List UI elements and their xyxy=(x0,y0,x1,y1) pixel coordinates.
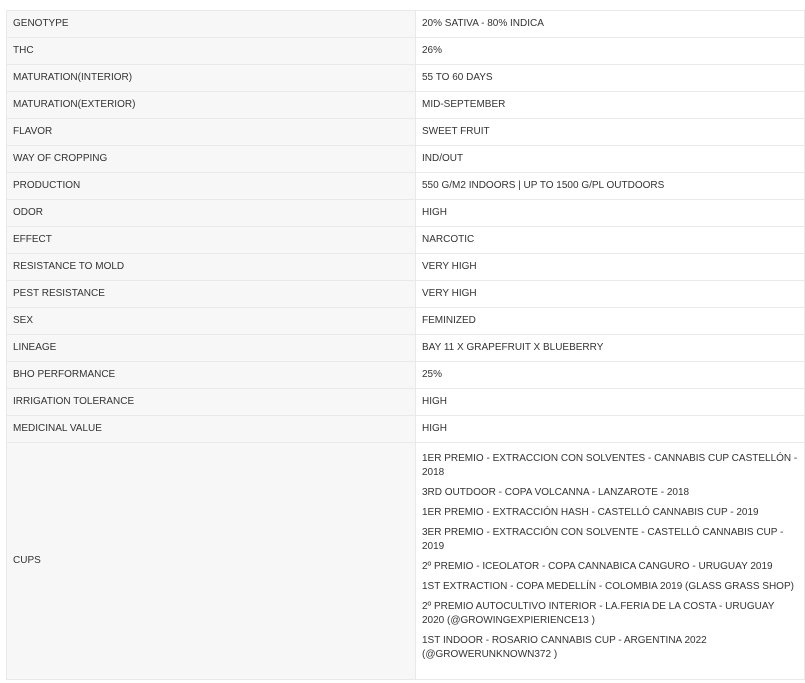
spec-value: SWEET FRUIT xyxy=(416,119,805,146)
spec-row-odor xyxy=(7,200,805,227)
cup-award: 1ER PREMIO - EXTRACCIÓN HASH - CASTELLÓ CANNABIS CUP - 2019 xyxy=(422,507,759,518)
spec-label: LINEAGE xyxy=(7,335,416,362)
spec-row-resistance-to-mold xyxy=(7,254,805,281)
spec-row-production xyxy=(7,173,805,200)
spec-label: CUPS xyxy=(7,443,416,680)
spec-row-sex xyxy=(7,308,805,335)
spec-row-bho-performance xyxy=(7,362,805,389)
spec-label: MEDICINAL VALUE xyxy=(7,416,416,443)
cup-award: 1ST EXTRACTION - COPA MEDELLÍN - COLOMBIA 2019 (GLASS GRASS SHOP) xyxy=(422,581,794,592)
spec-label: WAY OF CROPPING xyxy=(7,146,416,173)
spec-value: FEMINIZED xyxy=(416,308,805,335)
spec-row-thc xyxy=(7,38,805,65)
spec-row-medicinal-value xyxy=(7,416,805,443)
spec-value: HIGH xyxy=(416,200,805,227)
spec-label: THC xyxy=(7,38,416,65)
spec-label: BHO PERFORMANCE xyxy=(7,362,416,389)
cup-award: 2º PREMIO - ICEOLATOR - COPA CANNABICA CANGURO - URUGUAY 2019 xyxy=(422,561,773,572)
cup-award: 3ER PREMIO - EXTRACCIÓN CON SOLVENTE - CASTELLÓ CANNABIS CUP - 2019 xyxy=(422,527,784,552)
spec-value: HIGH xyxy=(416,389,805,416)
specifications-table xyxy=(6,10,805,680)
spec-value: 20% SATIVA - 80% INDICA xyxy=(416,11,805,38)
spec-label: EFFECT xyxy=(7,227,416,254)
spec-label: SEX xyxy=(7,308,416,335)
spec-label: PEST RESISTANCE xyxy=(7,281,416,308)
spec-value: 550 G/M2 INDOORS | UP TO 1500 G/PL OUTDOORS xyxy=(416,173,805,200)
spec-value: NARCOTIC xyxy=(416,227,805,254)
cups-list xyxy=(416,443,805,680)
spec-value: 25% xyxy=(416,362,805,389)
spec-label: RESISTANCE TO MOLD xyxy=(7,254,416,281)
cup-award: 1ST INDOOR - ROSARIO CANNABIS CUP - ARGENTINA 2022 (@GROWERUNKNOWN372 ) xyxy=(422,635,707,660)
spec-value: 55 TO 60 DAYS xyxy=(416,65,805,92)
spec-value: BAY 11 X GRAPEFRUIT X BLUEBERRY xyxy=(416,335,805,362)
spec-label: GENOTYPE xyxy=(7,11,416,38)
spec-value: VERY HIGH xyxy=(416,254,805,281)
spec-row-pest-resistance xyxy=(7,281,805,308)
spec-row-maturation-exterior xyxy=(7,92,805,119)
spec-label: ODOR xyxy=(7,200,416,227)
spec-value: 26% xyxy=(416,38,805,65)
spec-label: FLAVOR xyxy=(7,119,416,146)
spec-label: PRODUCTION xyxy=(7,173,416,200)
spec-label: MATURATION(EXTERIOR) xyxy=(7,92,416,119)
spec-value: IND/OUT xyxy=(416,146,805,173)
spec-value: MID-SEPTEMBER xyxy=(416,92,805,119)
spec-value: VERY HIGH xyxy=(416,281,805,308)
spec-value: HIGH xyxy=(416,416,805,443)
spec-row-irrigation-tolerance xyxy=(7,389,805,416)
cup-award: 1ER PREMIO - EXTRACCION CON SOLVENTES - CANNABIS CUP CASTELLÓN - 2018 xyxy=(422,453,798,478)
cup-award: 2º PREMIO AUTOCULTIVO INTERIOR - LA.FERIA DE LA COSTA - URUGUAY 2020 (@GROWINGEXPIERIENCE13 ) xyxy=(422,601,775,626)
spec-row-way-of-cropping xyxy=(7,146,805,173)
spec-label: MATURATION(INTERIOR) xyxy=(7,65,416,92)
spec-label: IRRIGATION TOLERANCE xyxy=(7,389,416,416)
spec-row-maturation-interior xyxy=(7,65,805,92)
spec-row-effect xyxy=(7,227,805,254)
spec-row-flavor xyxy=(7,119,805,146)
spec-row-lineage xyxy=(7,335,805,362)
spec-row-cups xyxy=(7,443,805,680)
spec-row-genotype xyxy=(7,11,805,38)
cup-award: 3RD OUTDOOR - COPA VOLCANNA - LANZAROTE - 2018 xyxy=(422,487,690,498)
